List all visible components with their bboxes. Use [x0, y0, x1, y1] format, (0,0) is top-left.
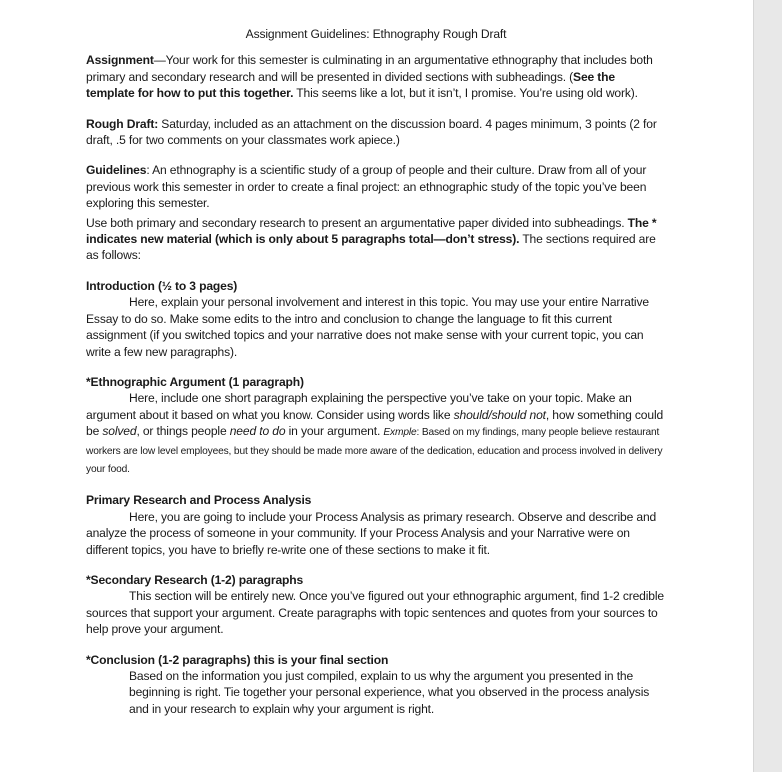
use-both-paragraph — [86, 215, 666, 264]
introduction-section — [86, 278, 666, 360]
secondary-research-heading: *Secondary Research (1-2) paragraphs — [86, 572, 304, 587]
ethnographic-body-1: Here, include one short paragraph explaining the perspective you’ve take on your topic. Make an argument about it based on what you know. Consider using words like — [86, 391, 632, 422]
assignment-text-2: This seems like a lot, but it isn’t, I promise. You’re using old work). — [293, 86, 638, 101]
assignment-text-1: —Your work for this semester is culminating in an argumentative ethnography that includes both primary and secondary research and will be presented in divided sections with subheadings. ( — [86, 53, 653, 84]
ethnographic-body-4: in your argument. — [285, 424, 384, 439]
document-title: Assignment Guidelines: Ethnography Rough Draft — [245, 27, 507, 41]
rough-draft-paragraph — [86, 116, 666, 149]
ethnographic-argument-heading: *Ethnographic Argument (1 paragraph) — [86, 374, 304, 389]
document-content — [86, 26, 666, 731]
primary-research-section — [86, 492, 666, 558]
ethnographic-em-2: solved — [102, 424, 137, 439]
primary-research-heading: Primary Research and Process Analysis — [86, 493, 312, 508]
conclusion-heading: *Conclusion (1-2 paragraphs) this is your final section — [86, 652, 389, 667]
use-both-bold: The * indicates new material (which is only about 5 paragraphs total—don’t stress). — [86, 215, 657, 247]
primary-research-body: Here, you are going to include your Process Analysis as primary research. Observe and describe and analyze the process of someone in your community. If your Process Analysis and your Narrative were on different topics, you have to briefly re-write one of these sections to make it fit. — [86, 509, 657, 557]
use-both-text-2: The sections required are as follows: — [86, 232, 656, 263]
secondary-research-section — [86, 572, 666, 638]
guidelines-text: : An ethnography is a scientific study of a group of people and their culture. Draw from all of your previous work this semester in order to create a final project: an ethnographic study of the topic you’ve been exploring this semester. — [86, 163, 647, 211]
use-both-text-1: Use both primary and secondary research to present an argumentative paper divided into subheadings. — [86, 215, 628, 230]
conclusion-body: Based on the information you just compiled, explain to us why the argument you presented in the beginning is right. Tie together your personal experience, what you observed in the process analysis and in your research to explain why your argument is right. — [129, 669, 650, 716]
ethnographic-body-3: , or things people — [136, 424, 230, 439]
introduction-heading: Introduction (½ to 3 pages) — [86, 278, 238, 293]
ethnographic-argument-body — [86, 390, 666, 478]
vertical-scrollbar[interactable] — [753, 0, 782, 772]
rough-draft-label: Rough Draft: — [86, 116, 159, 131]
ethnographic-em-1: should/should not — [453, 407, 546, 422]
assignment-paragraph — [86, 52, 666, 101]
guidelines-label: Guidelines — [86, 163, 147, 178]
ethnographic-argument-section — [86, 374, 666, 478]
conclusion-section — [86, 652, 666, 718]
assignment-label: Assignment — [86, 53, 154, 68]
ethnographic-body-2: , how something could be — [86, 407, 664, 439]
example-label: Exmple — [383, 427, 417, 439]
example-text: : Based on my findings, many people believe restaurant workers are low level employees, but they should be made more aware of the dedication, education and process involved in delivery your food. — [86, 427, 663, 475]
introduction-body: Here, explain your personal involvement and interest in this topic. You may use your entire Narrative Essay to do so. Make some edits to the intro and conclusion to change the language to fit this current assignment (if you switched topics and your narrative does not make sense with your current topic, you can write a few new paragraphs). — [86, 295, 649, 359]
guidelines-paragraph — [86, 162, 666, 211]
rough-draft-text: Saturday, included as an attachment on the discussion board. 4 pages minimum, 3 points (2 for draft, .5 for two comments on your classmates work apiece.) — [86, 116, 657, 148]
ethnographic-em-3: need to do — [229, 424, 286, 439]
secondary-research-body: This section will be entirely new. Once you’ve figured out your ethnographic argument, find 1-2 credible sources that support your argument. Create paragraphs with topic sentences and quotes from your sources to help prove your argument. — [86, 589, 664, 637]
assignment-bold: See the template for how to put this together. — [86, 69, 616, 101]
